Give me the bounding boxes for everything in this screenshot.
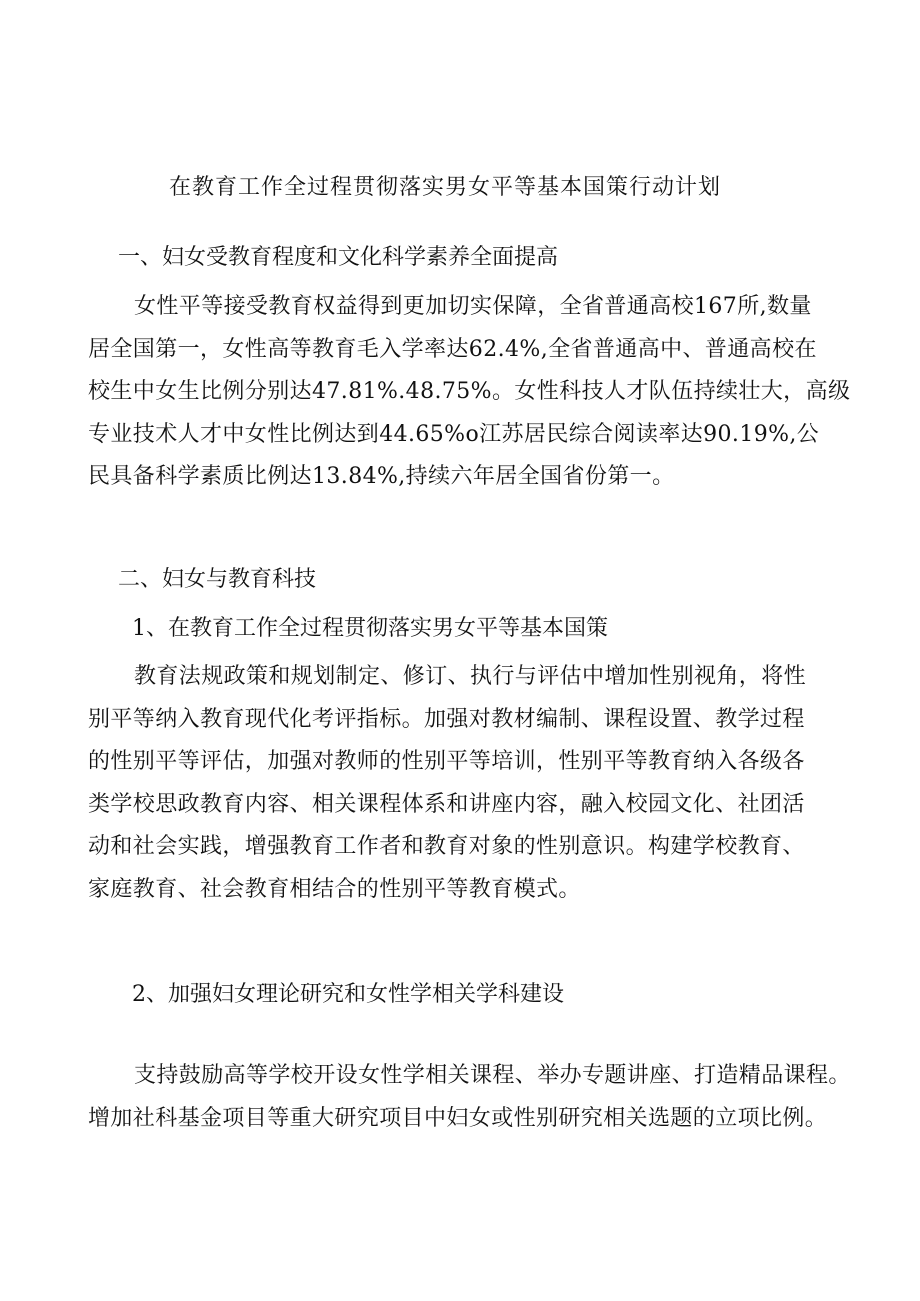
paragraph-line: 教育法规政策和规划制定、修订、执行与评估中增加性别视角，将性	[134, 664, 807, 689]
paragraph-line: 专业技术人才中女性比例达到44.65%o江苏居民综合阅读率达90.19%,公	[88, 421, 820, 447]
paragraph-line: 增加社科基金项目等重大研究项目中妇女或性别研究相关选题的立项比例。	[88, 1105, 828, 1131]
paragraph-line: 居全国第一，女性高等教育毛入学率达62.4%,全省普通高中、普通高校在	[88, 336, 817, 362]
document-title: 在教育工作全过程贯彻落实男女平等基本国策行动计划	[168, 175, 721, 200]
section-2-heading: 二、妇女与教育科技	[118, 567, 317, 592]
paragraph-line: 别平等纳入教育现代化考评指标。加强对教材编制、课程设置、教学过程	[88, 706, 805, 732]
section-1-heading: 一、妇女受教育程度和文化科学素养全面提高	[118, 245, 559, 270]
subsection-1-heading: 1、在教育工作全过程贯彻落实男女平等基本国策	[132, 616, 608, 641]
subsection-2-paragraph	[88, 1055, 868, 1140]
paragraph-line: 家庭教育、社会教育相结合的性别平等教育模式。	[88, 876, 581, 902]
paragraph-line: 民具备科学素质比例达13.84%,持续六年居全国省份第一。	[88, 464, 675, 489]
subsection-2-heading: 2、加强妇女理论研究和女性学相关学科建设	[132, 982, 564, 1007]
paragraph-line: 动和社会实践，增强教育工作者和教育对象的性别意识。构建学校教育、	[88, 834, 805, 859]
paragraph-line: 女性平等接受教育权益得到更加切实保障，全省普通高校167所,数量	[134, 294, 812, 319]
paragraph-line: 的性别平等评估，加强对教师的性别平等培训，性别平等教育纳入各级各	[88, 749, 805, 774]
paragraph-line: 支持鼓励高等学校开设女性学相关课程、举办专题讲座、打造精品课程。	[134, 1063, 851, 1088]
paragraph-line: 校生中女生比例分别达47.81%.48.75%。女性科技人才队伍持续壮大，高级	[88, 379, 851, 404]
paragraph-line: 类学校思政教育内容、相关课程体系和讲座内容，融入校园文化、社团活	[88, 791, 805, 817]
section-1-paragraph	[88, 286, 851, 499]
subsection-1-paragraph	[88, 656, 848, 911]
